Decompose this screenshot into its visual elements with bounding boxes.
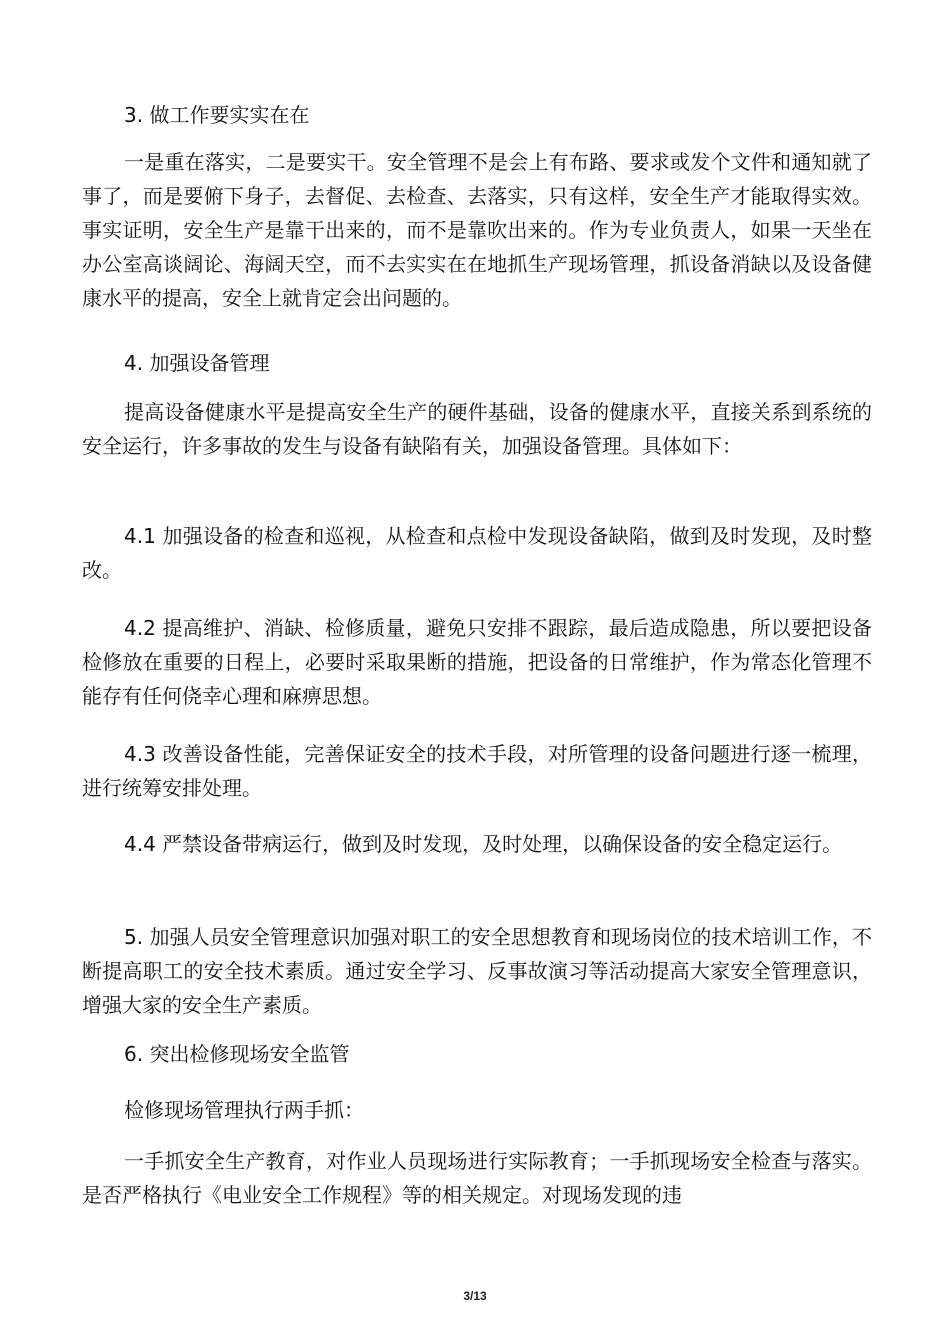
paragraph-4-1: 4.1 加强设备的检查和巡视，从检查和点检中发现设备缺陷，做到及时发现，及时整改。 bbox=[82, 524, 872, 582]
paragraph-section-5: 5. 加强人员安全管理意识加强对职工的安全思想教育和现场岗位的技术培训工作，不断提高职工的安全技术素质。通过安全学习、反事故演习等活动提高大家安全管理意识，增强大家的安全生产素质。 bbox=[82, 925, 872, 1017]
paragraph-two-hands: 检修现场管理执行两手抓： bbox=[124, 1098, 364, 1122]
paragraph-4-2: 4.2 提高维护、消缺、检修质量，避免只安排不跟踪，最后造成隐患，所以要把设备检修放在重要的日程上，必要时采取果断的措施，把设备的日常维护，作为常态化管理不能存有任何侥幸心理和麻痹思想。 bbox=[82, 616, 872, 708]
page-number: 3/13 bbox=[463, 1289, 487, 1303]
paragraph-equipment-health: 提高设备健康水平是提高安全生产的硬件基础，设备的健康水平，直接关系到系统的安全运行，许多事故的发生与设备有缺陷有关，加强设备管理。具体如下： bbox=[82, 400, 872, 458]
section-heading-4: 4. 加强设备管理 bbox=[124, 351, 270, 375]
section-heading-6: 6. 突出检修现场安全监管 bbox=[124, 1042, 350, 1066]
paragraph-4-3: 4.3 改善设备性能，完善保证安全的技术手段，对所管理的设备问题进行逐一梳理，进行统筹安排处理。 bbox=[82, 742, 872, 800]
paragraph-practical-work: 一是重在落实，二是要实干。安全管理不是会上有布路、要求或发个文件和通知就了事了，而是要俯下身子，去督促、去检查、去落实，只有这样，安全生产才能取得实效。事实证明，安全生产是靠干出来的，而不是靠吹出来的。作为专业负责人，如果一天坐在办公室高谈阔论、海阔天空，而不去实实在在地抓生产现场管理，抓设备消缺以及设备健康水平的提高，安全上就肯定会出问题的。 bbox=[82, 150, 872, 310]
section-heading-3: 3. 做工作要实实在在 bbox=[124, 103, 310, 127]
paragraph-one-hand: 一手抓安全生产教育，对作业人员现场进行实际教育；一手抓现场安全检查与落实。是否严格执行《电业安全工作规程》等的相关规定。对现场发现的违 bbox=[82, 1149, 872, 1207]
paragraph-4-4: 4.4 严禁设备带病运行，做到及时发现，及时处理，以确保设备的安全稳定运行。 bbox=[124, 832, 843, 856]
